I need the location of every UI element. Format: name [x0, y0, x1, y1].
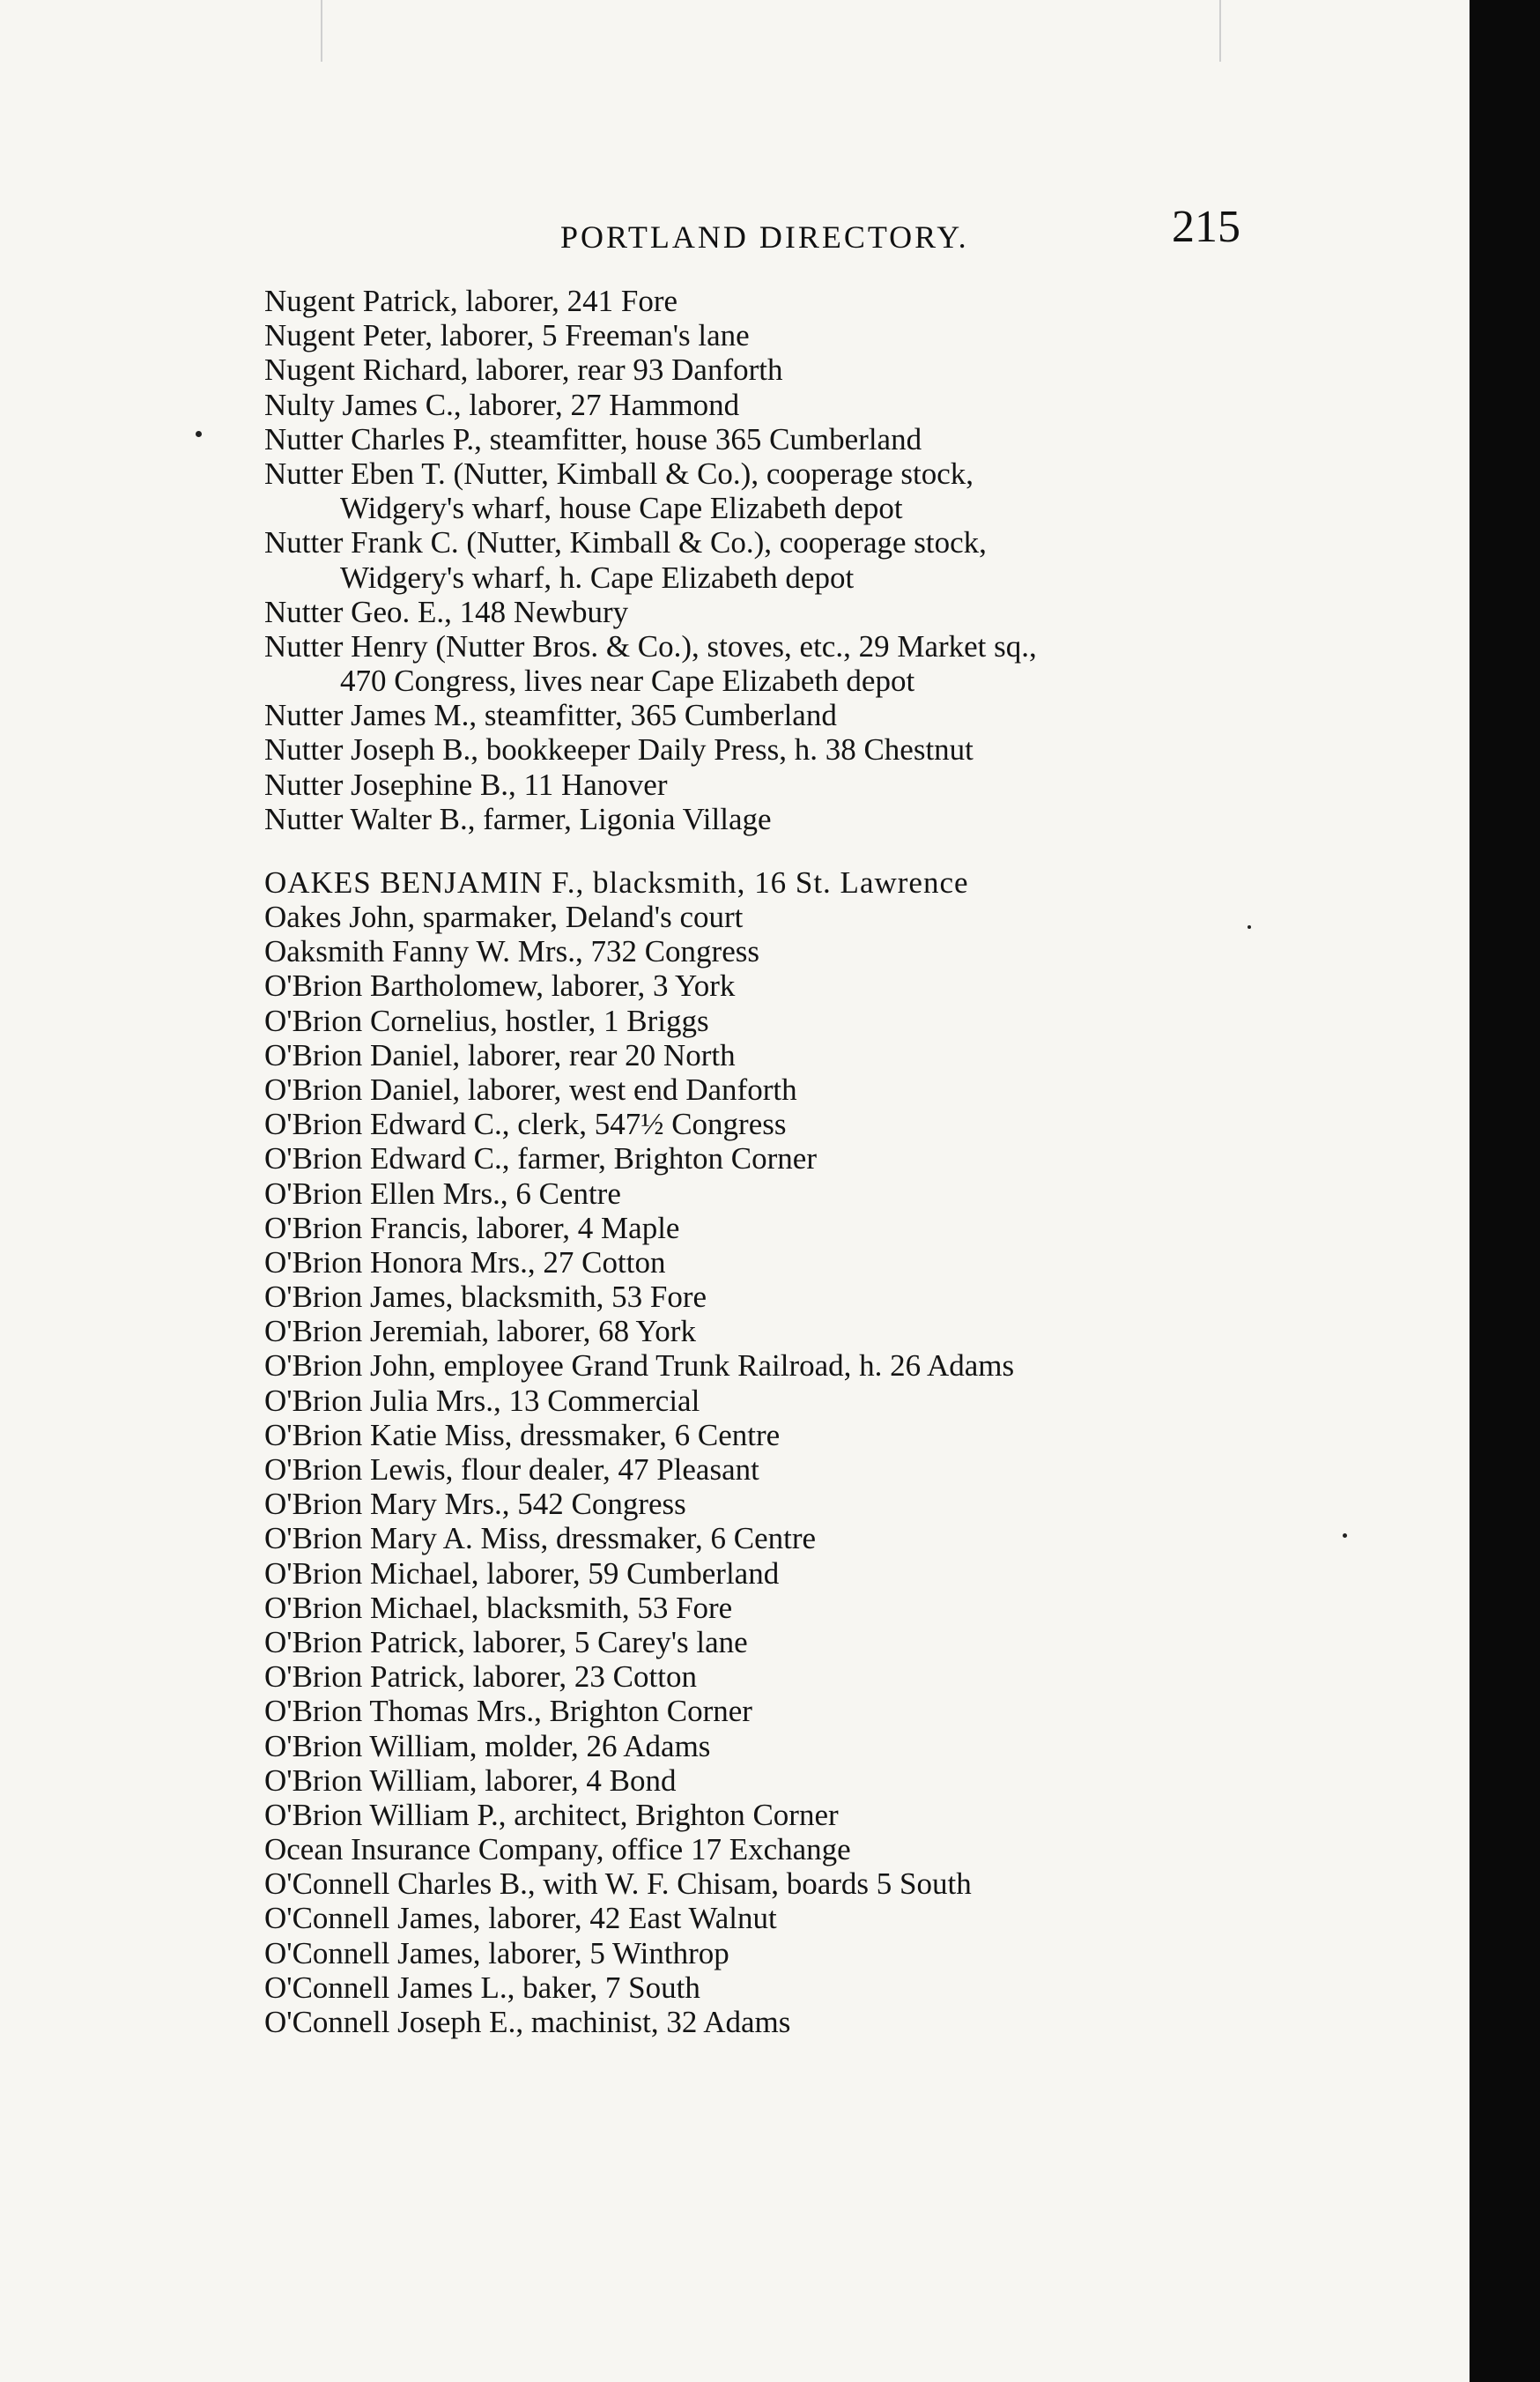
- directory-entry: Nutter Henry (Nutter Bros. & Co.), stoves, etc., 29 Market sq.,: [264, 628, 1037, 664]
- directory-entry: O'Brion Edward C., clerk, 547½ Congress: [264, 1107, 787, 1142]
- directory-entry: O'Brion William, laborer, 4 Bond: [264, 1762, 677, 1798]
- ink-speck: [196, 431, 202, 437]
- directory-entry: O'Brion Ellen Mrs., 6 Centre: [264, 1176, 621, 1211]
- entry-continuation: 470 Congress, lives near Cape Elizabeth depot: [340, 664, 915, 699]
- directory-entry: O'Connell James L., baker, 7 South: [264, 1970, 700, 2005]
- directory-entry: Nugent Peter, laborer, 5 Freeman's lane: [264, 318, 750, 353]
- directory-entry: Nulty James C., laborer, 27 Hammond: [264, 387, 740, 422]
- section-first-entry: OAKES BENJAMIN F., blacksmith, 16 St. Lawrence: [264, 864, 969, 900]
- directory-entry: Oakes John, sparmaker, Deland's court: [264, 900, 744, 934]
- directory-entry: O'Connell Charles B., with W. F. Chisam, boards 5 South: [264, 1866, 972, 1902]
- ink-speck: [1343, 1533, 1347, 1538]
- directory-entry: O'Brion Lewis, flour dealer, 47 Pleasant: [264, 1452, 759, 1487]
- directory-entry: Nutter Eben T. (Nutter, Kimball & Co.), cooperage stock,: [264, 456, 974, 491]
- directory-entry: Oaksmith Fanny W. Mrs., 732 Congress: [264, 934, 759, 969]
- directory-entry: Nutter Walter B., farmer, Ligonia Village: [264, 801, 772, 836]
- entry-continuation: Widgery's wharf, h. Cape Elizabeth depot: [340, 560, 855, 595]
- directory-entry: O'Brion Patrick, laborer, 23 Cotton: [264, 1659, 697, 1695]
- directory-entry: O'Connell Joseph E., machinist, 32 Adams: [264, 2005, 791, 2039]
- directory-entry: O'Brion Thomas Mrs., Brighton Corner: [264, 1694, 752, 1729]
- directory-entry: Nutter James M., steamfitter, 365 Cumberland: [264, 698, 837, 733]
- directory-entry: O'Brion John, employee Grand Trunk Railroad, h. 26 Adams: [264, 1348, 1015, 1384]
- directory-entry: O'Brion William P., architect, Brighton Corner: [264, 1797, 839, 1832]
- directory-entry: O'Brion Patrick, laborer, 5 Carey's lane: [264, 1624, 748, 1659]
- directory-entry: O'Brion Edward C., farmer, Brighton Corner: [264, 1141, 817, 1176]
- directory-entry: O'Brion William, molder, 26 Adams: [264, 1728, 711, 1763]
- directory-entry: O'Brion Daniel, laborer, west end Danforth: [264, 1072, 797, 1107]
- directory-entry: O'Brion Honora Mrs., 27 Cotton: [264, 1244, 666, 1280]
- directory-entry: O'Connell James, laborer, 5 Winthrop: [264, 1935, 729, 1970]
- directory-entries: [264, 284, 1322, 2039]
- directory-entry: Nutter Charles P., steamfitter, house 365 Cumberland: [264, 421, 922, 456]
- scan-mark: [1219, 0, 1221, 62]
- directory-entry: Nutter Geo. E., 148 Newbury: [264, 594, 629, 629]
- directory-entry: O'Brion Michael, laborer, 59 Cumberland: [264, 1555, 780, 1591]
- directory-entry: O'Brion Francis, laborer, 4 Maple: [264, 1210, 680, 1245]
- directory-entry: O'Brion Jeremiah, laborer, 68 York: [264, 1314, 696, 1349]
- directory-entry: Nutter Josephine B., 11 Hanover: [264, 767, 668, 802]
- directory-entry: O'Connell James, laborer, 42 East Walnut: [264, 1901, 777, 1936]
- page-number: 215: [1172, 202, 1240, 252]
- directory-entry: O'Brion Cornelius, hostler, 1 Briggs: [264, 1003, 709, 1038]
- directory-entry: O'Brion Mary A. Miss, dressmaker, 6 Centre: [264, 1521, 817, 1556]
- directory-entry: O'Brion Katie Miss, dressmaker, 6 Centre: [264, 1417, 781, 1452]
- ink-speck: [1248, 925, 1251, 929]
- directory-entry: O'Brion Daniel, laborer, rear 20 North: [264, 1037, 736, 1072]
- entry-continuation: Widgery's wharf, house Cape Elizabeth depot: [340, 491, 903, 526]
- scan-mark: [321, 0, 322, 62]
- directory-entry: O'Brion James, blacksmith, 53 Fore: [264, 1280, 707, 1315]
- directory-entry: Nugent Patrick, laborer, 241 Fore: [264, 284, 678, 318]
- page-header: [0, 201, 1470, 271]
- directory-entry: O'Brion Michael, blacksmith, 53 Fore: [264, 1590, 733, 1625]
- directory-entry: Nutter Frank C. (Nutter, Kimball & Co.), cooperage stock,: [264, 525, 987, 560]
- directory-entry: Nutter Joseph B., bookkeeper Daily Press, h. 38 Chestnut: [264, 732, 974, 768]
- directory-entry: Ocean Insurance Company, office 17 Exchange: [264, 1832, 851, 1867]
- directory-entry: O'Brion Mary Mrs., 542 Congress: [264, 1487, 686, 1522]
- running-title: PORTLAND DIRECTORY.: [560, 219, 969, 255]
- directory-entry: O'Brion Julia Mrs., 13 Commercial: [264, 1383, 700, 1418]
- directory-entry: Nugent Richard, laborer, rear 93 Danforth: [264, 352, 783, 388]
- directory-entry: O'Brion Bartholomew, laborer, 3 York: [264, 968, 736, 1004]
